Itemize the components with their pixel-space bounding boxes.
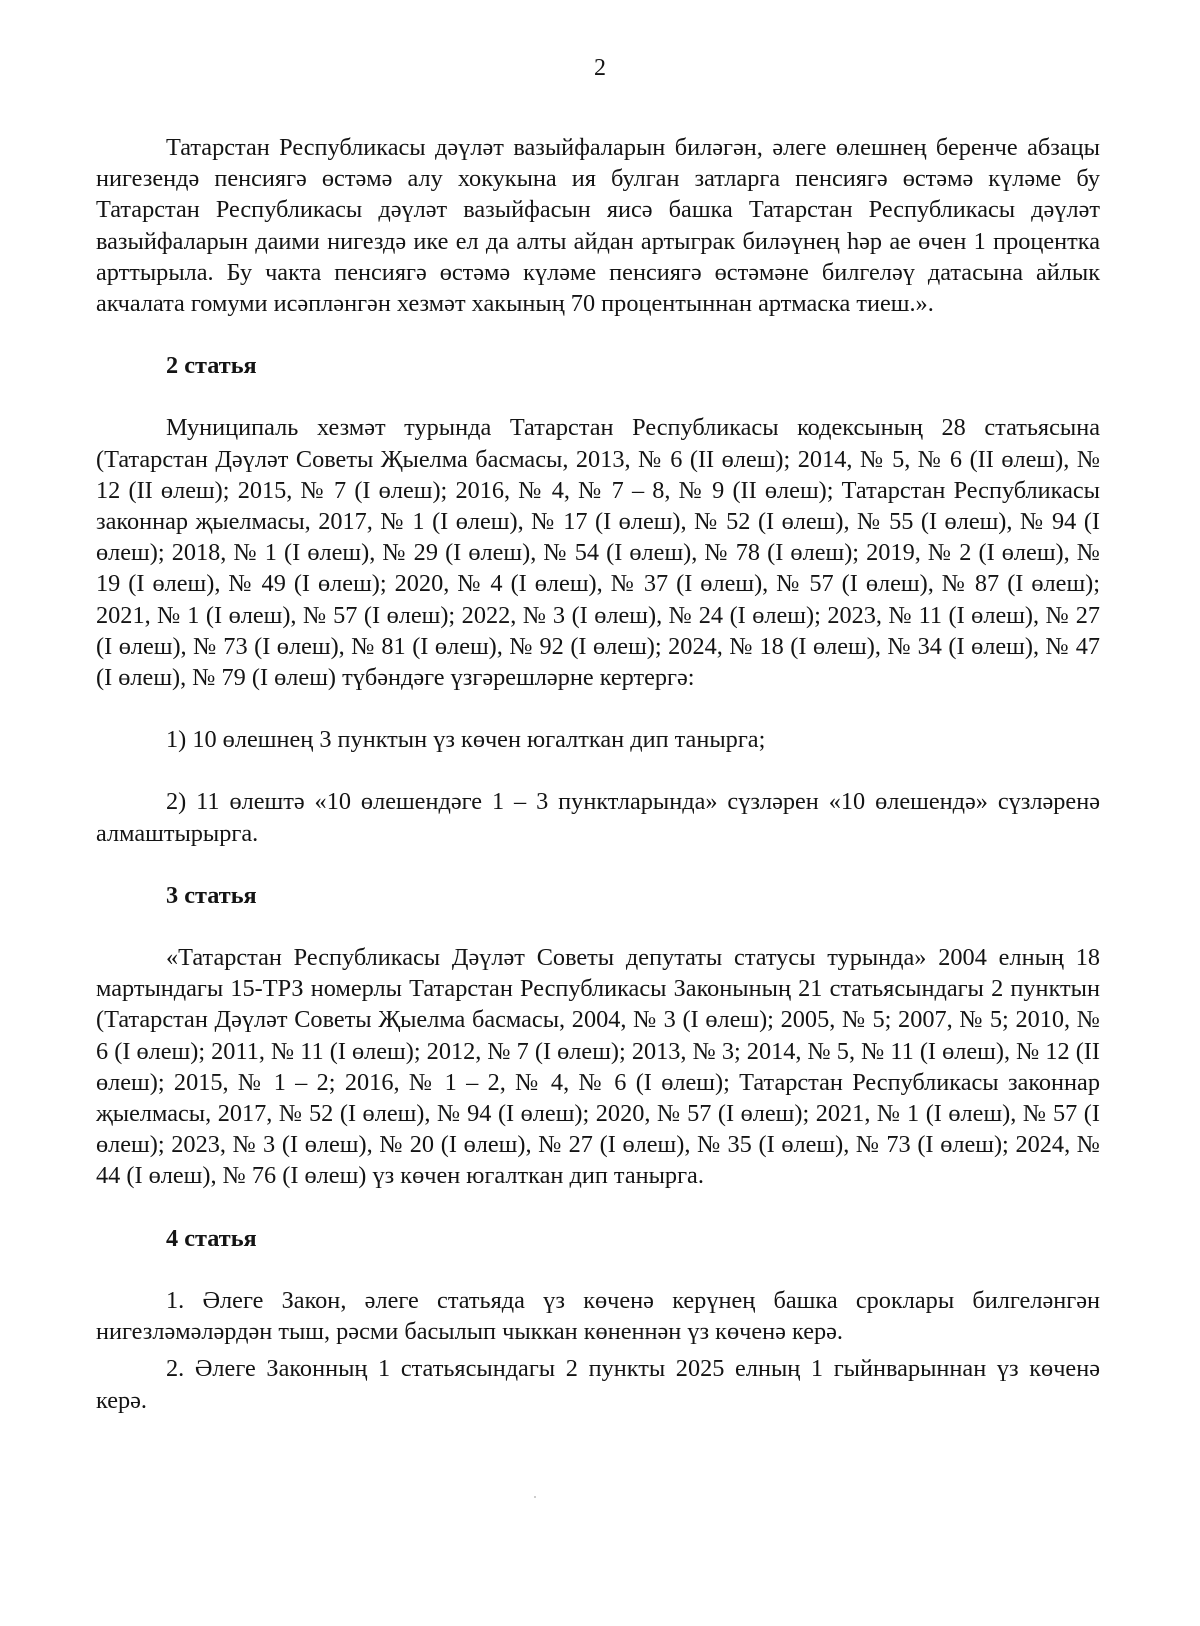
spacer [96,381,1100,412]
spacer [96,755,1100,786]
paragraph-article-2-item-1: 1) 10 өлешнең 3 пунктын үз көчен югалткан дип танырга; [166,726,766,754]
paragraph-article-3: «Татарстан Республикасы Дәүләт Советы депутаты статусы турында» 2004 елның 18 мартындагы 15-ТРЗ номерлы Татарстан Республикасы Законының 21 статьясындагы 2 пунктын (Татарстан Дәүләт Советы Җыелма басмасы, 2004, № 3 (I өлеш); 2005, № 5; 2007, № 5; 2010, № 6 (I өлеш); 2011, № 11 (I өлеш); 2012, № 7 (I өлеш); 2013, № 3; 2014, № 5, № 11 (I өлеш), № 12 (II өлеш); 2015, № 1 – 2; 2016, № 1 – 2, № 4, № 6 (I өлеш); Татарстан Республикасы законнар җыелмасы, 2017, № 52 (I өлеш), № 94 (I өлеш); 2020, № 57 (I өлеш); 2021, № 1 (I өлеш), № 57 (I өлеш); 2023, № 3 (I өлеш), № 20 (I өлеш), № 27 (I өлеш), № 35 (I өлеш), № 73 (I өлеш); 2024, № 44 (I өлеш), № 76 (I өлеш) үз көчен югалткан дип танырга. [96,944,1100,1190]
paragraph-pension-supplement: Татарстан Республикасы дәүләт вазыйфаларын биләгән, әлеге өлешнең беренче абзацы нигезендә пенсиягә өстәмә алу хокукына ия булган затларга пенсиягә өстәмә күләме бу Татарстан Республикасы дәүләт вазыйфасын яисә башка Татарстан Республикасы дәүләт вазыйфаларын даими нигездә ике ел да алты айдан артыграк биләүнең һәр ае өчен 1 процентка арттырыла. Бу чакта пенсиягә өстәмә күләме пенсиягә өстәмәне билгеләү датасына айлык акчалата гомуми исәпләнгән хезмәт хакының 70 процентыннан артмаска тиеш.». [96,134,1100,318]
spacer [96,911,1100,942]
heading-article-4: 4 статья [166,1224,257,1252]
spacer [96,849,1100,880]
paragraph-article-4-item-2: 2. Әлеге Законның 1 статьясындагы 2 пункты 2025 елның 1 гыйнварыннан үз көченә керә. [96,1355,1100,1414]
paragraph-article-2-item-2: 2) 11 өлештә «10 өлешендәге 1 – 3 пунктларында» сүзләрен «10 өлешендә» сүзләренә алмаштырырга. [96,788,1100,847]
spacer [96,1192,1100,1223]
spacer [96,1254,1100,1285]
spacer [96,693,1100,724]
heading-article-2: 2 статья [166,352,257,380]
spacer [96,319,1100,350]
document-body [96,132,1100,1416]
paragraph-article-4-item-1: 1. Әлеге Закон, әлеге статьяда үз көченә керүнең башка сроклары билгеләнгән нигезләмәләрдән тыш, рәсми басылып чыккан көненнән үз көченә керә. [96,1286,1100,1346]
paragraph-article-2-intro: Муниципаль хезмәт турында Татарстан Республикасы кодексының 28 статьясына (Татарстан Дәүләт Советы Җыелма басмасы, 2013, № 6 (II өлеш); 2014, № 5, № 6 (II өлеш), № 12 (II өлеш); 2015, № 7 (I өлеш); 2016, № 4, № 7 – 8, № 9 (II өлеш); Татарстан Республикасы законнар җыелмасы, 2017, № 1 (I өлеш), № 17 (I өлеш), № 52 (I өлеш), № 55 (I өлеш), № 94 (I өлеш); 2018, № 1 (I өлеш), № 29 (I өлеш), № 54 (I өлеш), № 78 (I өлеш); 2019, № 2 (I өлеш), № 19 (I өлеш), № 49 (I өлеш); 2020, № 4 (I өлеш), № 37 (I өлеш), № 57 (I өлеш), № 87 (I өлеш); 2021, № 1 (I өлеш), № 57 (I өлеш); 2022, № 3 (I өлеш), № 24 (I өлеш); 2023, № 11 (I өлеш), № 27 (I өлеш), № 73 (I өлеш), № 81 (I өлеш), № 92 (I өлеш); 2024, № 18 (I өлеш), № 34 (I өлеш), № 47 (I өлеш), № 79 (I өлеш) түбәндәге үзгәрешләрне кертергә: [96,414,1100,692]
page-number: 2 [594,55,606,81]
heading-article-3: 3 статья [166,881,257,909]
scan-speck [534,1496,536,1498]
